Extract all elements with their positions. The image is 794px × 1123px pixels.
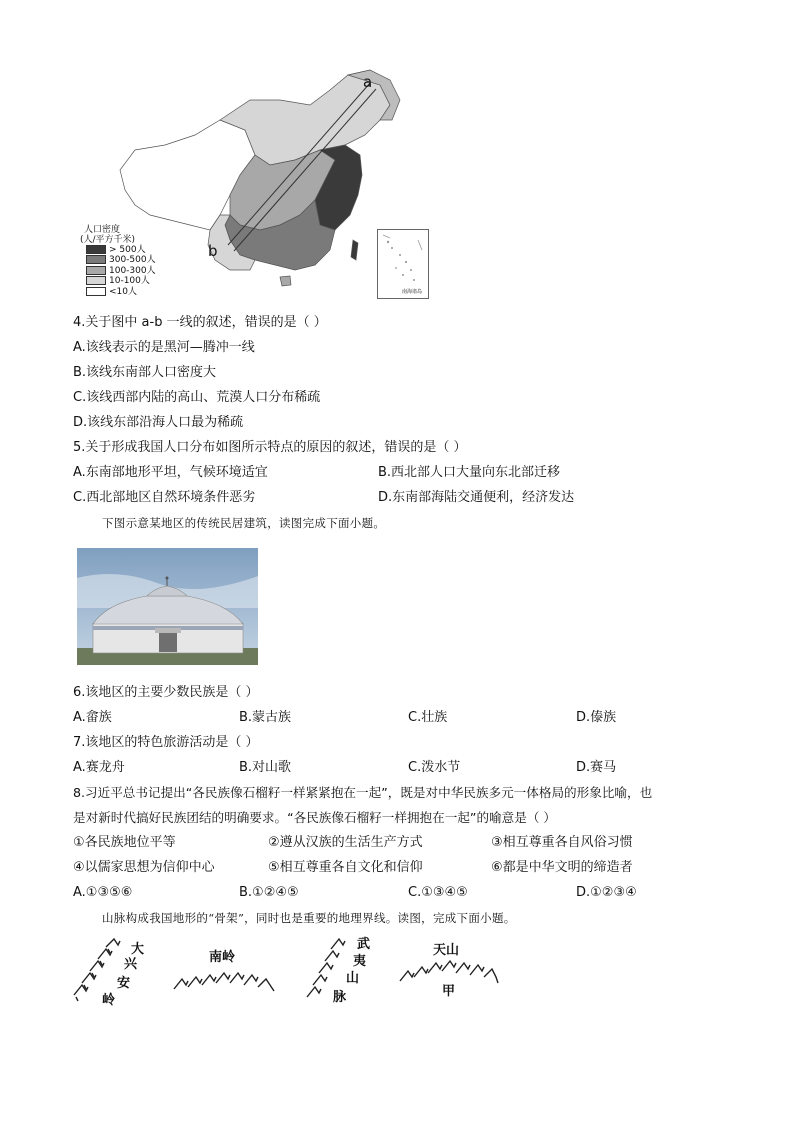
south-china-sea-inset <box>377 229 429 299</box>
q7-option-a[interactable]: A.赛龙舟 <box>73 760 125 775</box>
q8-statement-6: ⑥都是中华文明的缔造者 <box>491 860 633 875</box>
mountain-wuyishan-char-1: 武 <box>357 937 371 952</box>
q8-option-c[interactable]: C.①③④⑤ <box>408 885 468 900</box>
legend-item <box>86 245 146 255</box>
legend-swatch <box>86 255 106 264</box>
q8-stem-line2: 是对新时代搞好民族团结的明确要求。“各民族像石榴籽一样拥抱在一起”的喻意是（ ） <box>73 810 557 825</box>
q4-option-c[interactable]: C.该线西部内陆的高山、荒漠人口分布稀疏 <box>73 390 321 405</box>
legend-label: 100-300人 <box>109 266 156 276</box>
legend-title: 人口密度 <box>84 225 121 235</box>
inset-label: 南海诸岛 <box>402 289 423 295</box>
legend-item <box>86 276 150 286</box>
map-island-hainan <box>280 276 291 286</box>
mountain-tianshan-label: 天山 <box>433 943 460 958</box>
q8-option-d[interactable]: D.①②③④ <box>576 885 637 900</box>
q6-option-a[interactable]: A.畲族 <box>73 710 112 725</box>
q4-stem: 4.关于图中 a-b 一线的叙述，错误的是（ ） <box>73 315 327 330</box>
q8-statement-2: ②遵从汉族的生活生产方式 <box>268 835 423 850</box>
q7-option-b[interactable]: B.对山歌 <box>239 760 292 775</box>
q6-option-d[interactable]: D.傣族 <box>576 710 617 725</box>
q8-statement-5: ⑤相互尊重各自文化和信仰 <box>268 860 423 875</box>
mountain-nanling-label: 南岭 <box>209 950 236 965</box>
legend-swatch <box>86 266 106 275</box>
mountain-wuyishan-char-3: 山 <box>346 971 360 986</box>
yurt-photo <box>77 548 258 665</box>
legend-item <box>86 255 156 265</box>
mountain-daxinganling-char-4: 岭 <box>102 993 116 1008</box>
q5-option-a[interactable]: A.东南部地形平坦，气候环境适宜 <box>73 465 268 480</box>
inset-islands-graphic <box>378 230 428 298</box>
q4-option-b[interactable]: B.该线东南部人口密度大 <box>73 365 217 380</box>
q8-statement-3: ③相互尊重各自风俗习惯 <box>491 835 633 850</box>
legend-swatch <box>86 287 106 296</box>
mountain-wuyishan-char-2: 夷 <box>353 954 367 969</box>
q7-option-c[interactable]: C.泼水节 <box>408 760 461 775</box>
q4-option-d[interactable]: D.该线东部沿海人口最为稀疏 <box>73 415 244 430</box>
legend-swatch <box>86 245 106 254</box>
mountain-nanling-graphic <box>172 965 277 995</box>
q5-option-b[interactable]: B.西北部人口大量向东北部迁移 <box>378 465 561 480</box>
map-label-b: b <box>208 242 218 260</box>
legend-item <box>86 287 137 297</box>
q8-option-a[interactable]: A.①③⑤⑥ <box>73 885 133 900</box>
mountain-daxinganling-char-2: 兴 <box>124 957 138 972</box>
map-label-a: a <box>363 73 373 91</box>
q5-stem: 5.关于形成我国人口分布如图所示特点的原因的叙述，错误的是（ ） <box>73 440 467 455</box>
q7-option-d[interactable]: D.赛马 <box>576 760 617 775</box>
mountain-tianshan-graphic <box>398 955 500 987</box>
mountain-tianshan-sub-label: 甲 <box>442 984 456 999</box>
intro-mountains: 山脉构成我国地形的“骨架”，同时也是重要的地理界线。读图，完成下面小题。 <box>102 911 516 925</box>
legend-label: 10-100人 <box>109 276 150 286</box>
q8-statement-4: ④以儒家思想为信仰中心 <box>73 860 215 875</box>
q4-option-a[interactable]: A.该线表示的是黑河—腾冲一线 <box>73 340 255 355</box>
q6-option-c[interactable]: C.壮族 <box>408 710 448 725</box>
legend-label: > 500人 <box>109 245 146 255</box>
q6-stem: 6.该地区的主要少数民族是（ ） <box>73 685 259 700</box>
legend-item <box>86 266 156 276</box>
map-island-taiwan <box>351 240 358 260</box>
intro-dwelling: 下图示意某地区的传统民居建筑，读图完成下面小题。 <box>102 516 386 530</box>
mountain-daxinganling-char-3: 安 <box>117 976 131 991</box>
q8-stem-line1: 8.习近平总书记提出“各民族像石榴籽一样紧紧抱在一起”，既是对中华民族多元一体格局的形象比喻，也 <box>73 785 653 800</box>
legend-label: 300-500人 <box>109 255 156 265</box>
q8-statement-1: ①各民族地位平等 <box>73 835 176 850</box>
mountain-wuyishan-char-4: 脉 <box>333 990 347 1005</box>
legend-swatch <box>86 276 106 285</box>
q7-stem: 7.该地区的特色旅游活动是（ ） <box>73 735 259 750</box>
q5-option-c[interactable]: C.西北部地区自然环境条件恶劣 <box>73 490 256 505</box>
q5-option-d[interactable]: D.东南部海陆交通便利，经济发达 <box>378 490 575 505</box>
q8-option-b[interactable]: B.①②④⑤ <box>239 885 299 900</box>
legend-label: <10人 <box>109 287 137 297</box>
q6-option-b[interactable]: B.蒙古族 <box>239 710 292 725</box>
mountain-daxinganling-char-1: 大 <box>131 942 145 957</box>
legend-subtitle: (人/平方千米) <box>80 235 136 245</box>
